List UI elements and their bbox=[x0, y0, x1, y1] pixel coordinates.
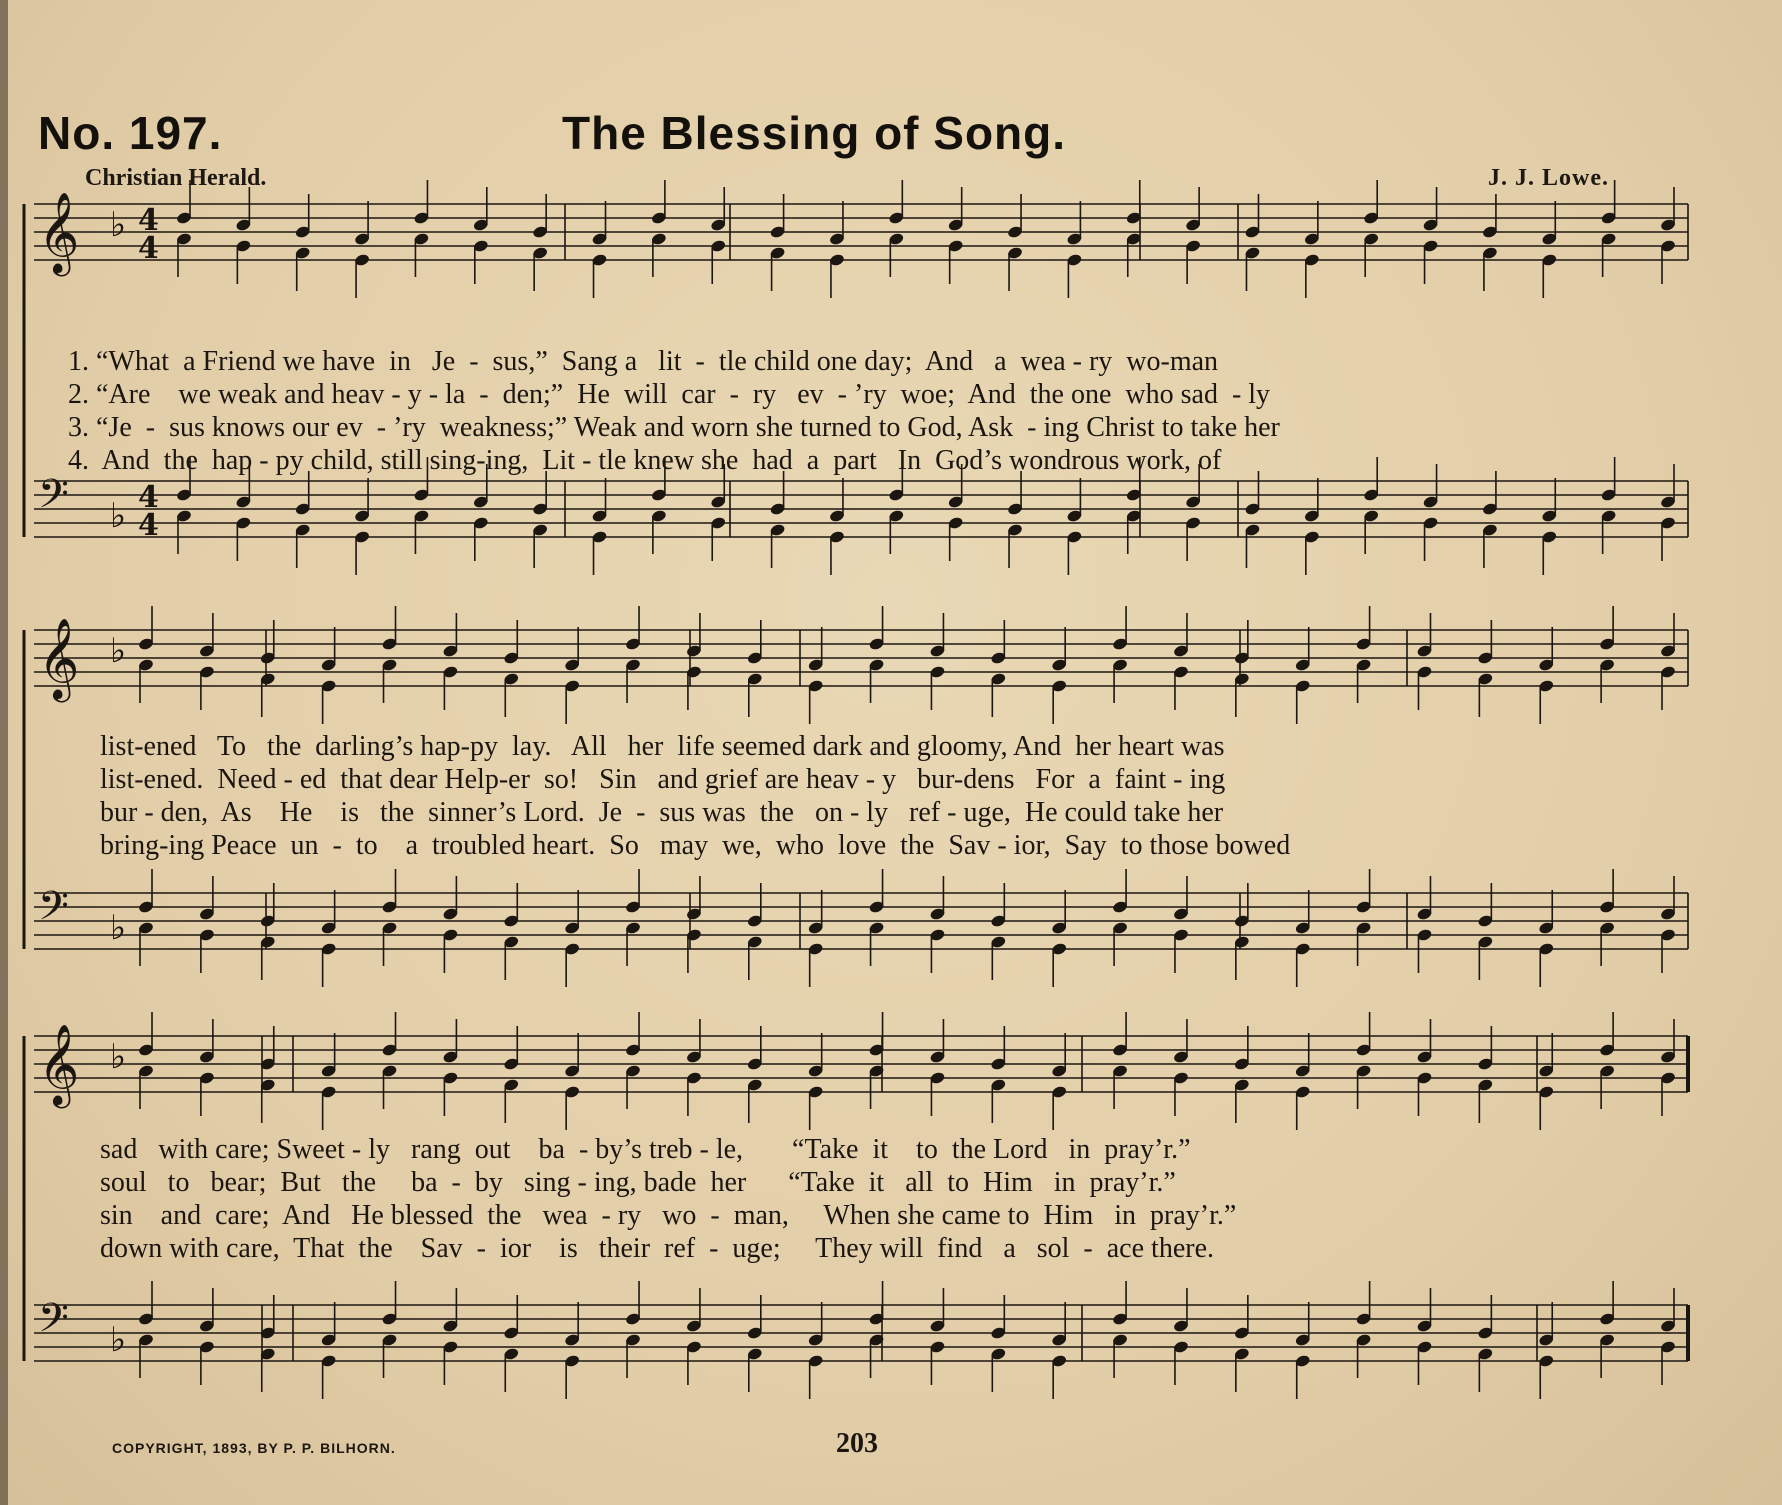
copyright-notice: COPYRIGHT, 1893, BY P. P. BILHORN. bbox=[112, 1440, 396, 1456]
lyric-line: sin and care; And He blessed the wea - ry wo - man, When she came to Him in pray’r.” bbox=[100, 1200, 1237, 1231]
time-signature: 4 bbox=[138, 203, 159, 238]
flat-sign: ♭ bbox=[110, 1037, 127, 1077]
treble-clef: 𝄞 bbox=[38, 191, 80, 273]
bass-clef: 𝄢 bbox=[38, 471, 69, 527]
treble-clef: 𝄞 bbox=[38, 1023, 80, 1105]
flat-sign: ♭ bbox=[110, 205, 127, 245]
time-signature: 4 bbox=[138, 231, 159, 266]
flat-sign: ♭ bbox=[110, 1320, 127, 1360]
lyric-line: 3. “Je - sus knows our ev - ’ry weakness;” Weak and worn she turned to God, Ask - ing Christ to take her bbox=[68, 412, 1280, 443]
bass-clef: 𝄢 bbox=[38, 883, 69, 939]
lyric-line: bur - den, As He is the sinner’s Lord. Je - sus was the on - ly ref - uge, He could take her bbox=[100, 797, 1224, 828]
lyric-line: 4. And the hap - py child, still sing-ing, Lit - tle knew she had a part In God’s wondrous work, of bbox=[68, 445, 1222, 476]
lyric-line: soul to bear; But the ba - by sing - ing, bade her “Take it all to Him in pray’r.” bbox=[100, 1167, 1176, 1198]
lyric-line: 1. “What a Friend we have in Je - sus,” Sang a lit - tle child one day; And a wea - ry wo-man bbox=[68, 346, 1219, 377]
hymn-title: The Blessing of Song. bbox=[562, 107, 1067, 159]
lyric-line: down with care, That the Sav - ior is their ref - uge; They will find a sol - ace there. bbox=[100, 1233, 1214, 1264]
lyric-line: 2. “Are we weak and heav - y - la - den;” He will car - ry ev - ’ry woe; And the one who sad - ly bbox=[68, 379, 1271, 410]
music-credit: J. J. Lowe. bbox=[1488, 165, 1609, 191]
hymn-number: No. 197. bbox=[38, 107, 223, 159]
flat-sign: ♭ bbox=[110, 908, 127, 948]
lyric-line: sad with care; Sweet - ly rang out ba - by’s treb - le, “Take it to the Lord in pray’r.” bbox=[100, 1134, 1191, 1165]
time-signature: 4 bbox=[138, 480, 159, 515]
words-credit: Christian Herald. bbox=[85, 165, 267, 191]
treble-clef: 𝄞 bbox=[38, 617, 80, 699]
lyric-line: list-ened To the darling’s hap-py lay. All her life seemed dark and gloomy, And her heart was bbox=[100, 731, 1225, 762]
flat-sign: ♭ bbox=[110, 496, 127, 536]
bass-clef: 𝄢 bbox=[38, 1295, 69, 1351]
lyric-line: list-ened. Need - ed that dear Help-er so! Sin and grief are heav - y bur-dens For a faint - ing bbox=[100, 764, 1226, 795]
lyric-line: bring-ing Peace un - to a troubled heart. So may we, who love the Sav - ior, Say to those bowed bbox=[100, 830, 1291, 861]
time-signature: 4 bbox=[138, 508, 159, 543]
flat-sign: ♭ bbox=[110, 631, 127, 671]
page-number: 203 bbox=[836, 1428, 878, 1459]
